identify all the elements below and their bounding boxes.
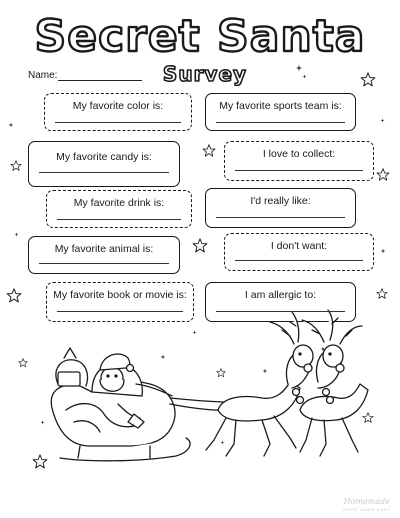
name-input-line[interactable]	[58, 70, 142, 81]
answer-line[interactable]	[57, 219, 181, 220]
question-label: My favorite drink is:	[73, 197, 165, 209]
answer-line[interactable]	[216, 311, 345, 312]
question-box-favorite-color[interactable]	[44, 93, 192, 131]
svg-text:Survey: Survey	[162, 62, 248, 86]
question-label: My favorite book or movie is:	[53, 289, 187, 301]
question-label: My favorite sports team is:	[219, 100, 342, 112]
question-label: My favorite animal is:	[54, 243, 154, 255]
answer-line[interactable]	[57, 311, 183, 312]
question-box-love-to-collect[interactable]	[224, 141, 374, 181]
answer-line[interactable]	[39, 263, 169, 264]
answer-line[interactable]	[235, 260, 363, 261]
brand-line-2: GIFTS MADE EASY	[342, 507, 390, 512]
answer-line[interactable]	[235, 170, 363, 171]
question-label: I don't want:	[270, 240, 328, 252]
answer-line[interactable]	[216, 122, 345, 123]
question-label: My favorite color is:	[72, 100, 164, 112]
question-label: I love to collect:	[262, 148, 336, 160]
question-label: I am allergic to:	[244, 289, 317, 301]
question-box-allergic-to[interactable]	[205, 282, 356, 322]
question-box-favorite-candy[interactable]	[28, 141, 180, 187]
question-box-favorite-animal[interactable]	[28, 236, 180, 274]
page-subtitle	[150, 62, 260, 86]
answer-line[interactable]	[39, 172, 169, 173]
question-label: My favorite candy is:	[56, 151, 152, 163]
question-label: I'd really like:	[250, 195, 311, 207]
reindeer-icon	[206, 310, 368, 456]
brand-line-1: Homemade	[343, 497, 390, 506]
answer-line[interactable]	[216, 217, 345, 218]
question-box-favorite-sports-team[interactable]	[205, 93, 356, 131]
page-title	[0, 4, 400, 64]
name-field[interactable]	[28, 70, 142, 81]
answer-line[interactable]	[55, 122, 181, 123]
santa-sleigh-icon	[51, 348, 290, 461]
name-label: Name:	[28, 70, 58, 81]
svg-text:Secret Santa: Secret Santa	[34, 11, 366, 62]
brand-logo	[343, 498, 390, 514]
question-box-really-like[interactable]	[205, 188, 356, 228]
question-box-favorite-book-movie[interactable]	[46, 282, 194, 322]
question-box-dont-want[interactable]	[224, 233, 374, 271]
question-box-favorite-drink[interactable]	[46, 190, 192, 228]
